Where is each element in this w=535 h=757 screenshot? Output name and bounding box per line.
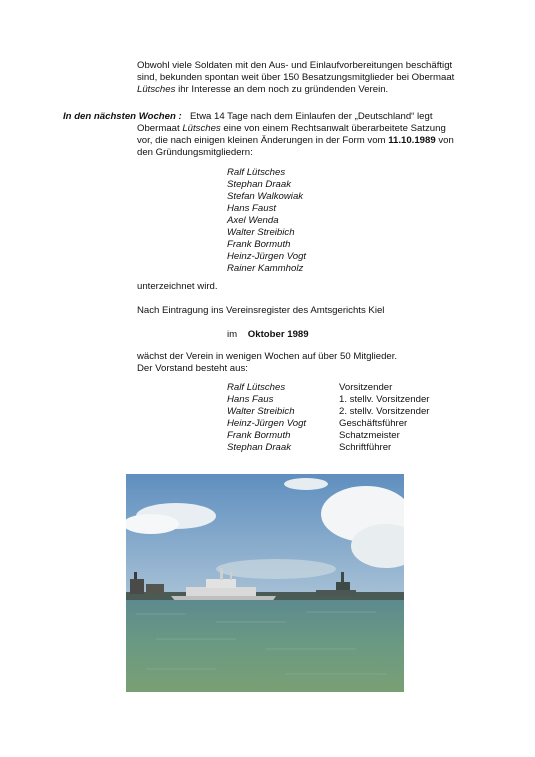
intro-paragraph xyxy=(137,60,482,96)
growth-paragraph xyxy=(137,351,482,375)
board-member-name: Heinz-Jürgen Vogt xyxy=(227,418,307,429)
founder-name: Walter Streibich xyxy=(227,227,295,238)
founder-name: Rainer Kammholz xyxy=(227,263,304,274)
board-member-name: Hans Faus xyxy=(227,394,274,405)
cloud xyxy=(216,559,336,579)
section-paragraph xyxy=(137,123,482,159)
board-member-role: Vorsitzender xyxy=(339,382,393,393)
board-member-name: Stephan Draak xyxy=(227,442,291,453)
register-text: Nach Eintragung ins Vereinsregister des Amtsgerichts Kiel xyxy=(137,305,385,316)
intro-line: sind, bekunden spontan weit über 150 Besatzungsmitglieder bei Obermaat xyxy=(137,72,455,83)
founder-name: Hans Faust xyxy=(227,203,277,214)
ship-superstructure xyxy=(186,587,256,596)
harbor-photo xyxy=(126,474,404,692)
name-emphasis: Lütsches xyxy=(137,84,176,95)
ship-bridge xyxy=(206,579,236,588)
founder-name: Frank Bormuth xyxy=(227,239,291,250)
ship-mast xyxy=(220,568,223,580)
register-date: im Oktober 1989 xyxy=(227,329,309,340)
growth-line: wächst der Verein in wenigen Wochen auf über 50 Mitglieder. xyxy=(137,351,398,362)
founder-name: Stephan Draak xyxy=(227,179,291,190)
section-line: vor, die nach einigen kleinen Änderungen in der Form vom 11.10.1989 von xyxy=(137,135,454,146)
board-member-name: Frank Bormuth xyxy=(227,430,291,441)
founder-name: Stefan Walkowiak xyxy=(227,191,304,202)
cloud xyxy=(284,478,328,490)
founder-name: Axel Wenda xyxy=(227,215,279,226)
board-member-name: Ralf Lütsches xyxy=(227,382,286,393)
section-line: den Gründungsmitgliedern: xyxy=(137,147,253,158)
board-member-role: 1. stellv. Vorsitzender xyxy=(339,394,430,405)
board-names xyxy=(227,382,306,454)
founder-name: Heinz-Jürgen Vogt xyxy=(227,251,307,262)
section-line: Etwa 14 Tage nach dem Einlaufen der „Deutschland“ legt xyxy=(190,111,433,122)
board-member-role: 2. stellv. Vorsitzender xyxy=(339,406,430,417)
section-heading: In den nächsten Wochen : xyxy=(63,111,182,122)
register-date-value: Oktober 1989 xyxy=(247,329,309,340)
ship-mast xyxy=(230,572,232,580)
board-member-name: Walter Streibich xyxy=(227,406,295,417)
distant-mast xyxy=(341,572,344,584)
board-member-role: Schriftführer xyxy=(339,442,392,453)
section-line: Obermaat Lütsches eine von einem Rechtsanwalt überarbeitete Satzung xyxy=(137,123,446,134)
growth-line: Der Vorstand besteht aus: xyxy=(137,363,248,374)
board-member-role: Geschäftsführer xyxy=(339,418,408,429)
founding-date: 11.10.1989 xyxy=(388,135,436,146)
intro-line: Lütsches ihr Interesse an dem noch zu gründenden Verein. xyxy=(137,84,389,95)
harbor-photo-svg xyxy=(126,474,404,692)
signed-text: unterzeichnet wird. xyxy=(137,281,218,292)
board-member-role: Schatzmeister xyxy=(339,430,400,441)
building xyxy=(130,579,144,594)
name-emphasis: Lütsches xyxy=(182,123,221,134)
distant-pier xyxy=(316,590,356,596)
intro-line: Obwohl viele Soldaten mit den Aus- und Einlaufvorbereitungen beschäftigt xyxy=(137,60,453,71)
board-roles xyxy=(339,382,429,454)
founders-list xyxy=(227,167,306,275)
founder-name: Ralf Lütsches xyxy=(227,167,286,178)
building xyxy=(146,584,164,594)
